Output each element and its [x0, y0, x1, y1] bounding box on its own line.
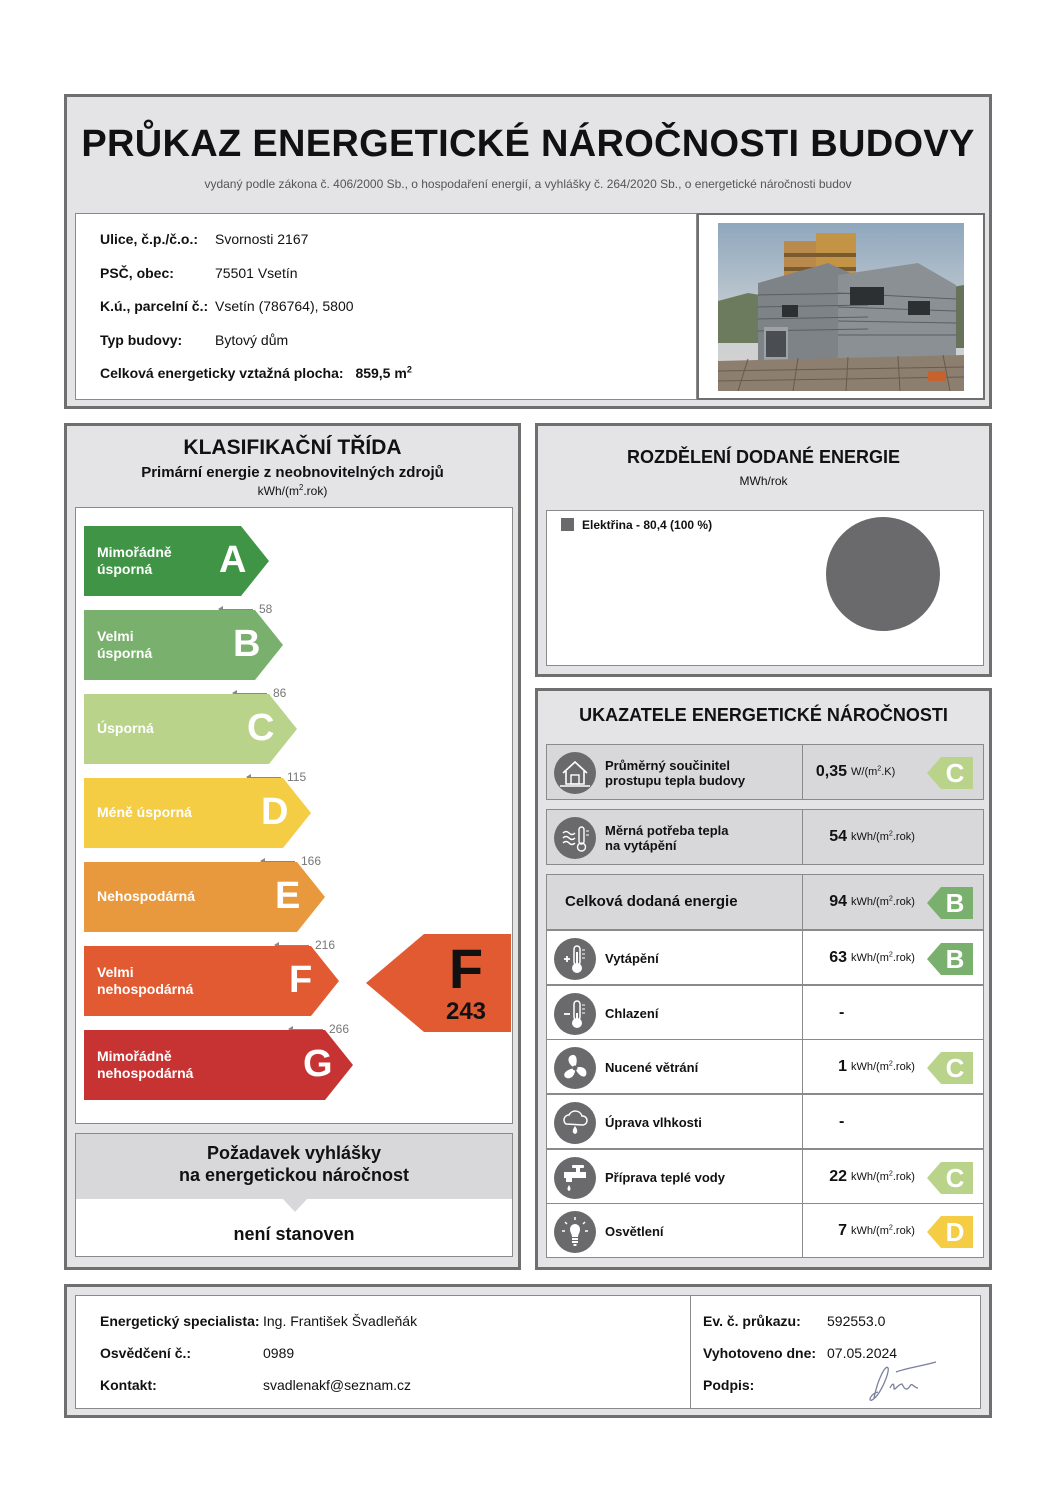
requirement-value: není stanoven	[233, 1224, 355, 1244]
indicator-value: 94	[829, 893, 847, 910]
class-badge-b	[927, 887, 973, 919]
indicator-label: Měrná potřeba tepla na vytápění	[605, 823, 729, 853]
footer-box	[75, 1295, 981, 1409]
humidity-cloud-icon	[554, 1102, 596, 1144]
class-badge-c	[927, 1162, 973, 1194]
indicator-row	[546, 744, 984, 800]
footer-divider	[690, 1296, 691, 1408]
page-title: PRŮKAZ ENERGETICKÉ NÁROČNOSTI BUDOVY	[81, 123, 975, 165]
threshold-value: 216	[315, 938, 336, 952]
class-band-name: Velmi nehospodárná	[97, 964, 194, 997]
classification-scale	[75, 507, 513, 1124]
classification-section	[64, 423, 521, 1270]
type-value: Bytový dům	[215, 332, 289, 348]
thermometer-minus-icon	[554, 993, 596, 1035]
indicator-row	[546, 930, 984, 985]
indicator-divider	[802, 810, 803, 864]
contact-value: svadlenakf@seznam.cz	[263, 1377, 412, 1393]
indicator-label: Průměrný součinitel prostupu tepla budovy	[605, 758, 746, 788]
indicator-value: -	[839, 1003, 845, 1021]
class-band-letter: C	[247, 707, 275, 749]
class-band-e	[84, 862, 325, 932]
indicator-label: Vytápění	[605, 950, 659, 966]
indicator-label: Chlazení	[605, 1005, 659, 1021]
heat-waves-icon	[554, 817, 596, 859]
class-band-letter: B	[233, 623, 261, 665]
class-band-letter: G	[303, 1043, 333, 1085]
pie-legend	[561, 518, 712, 532]
energy-split-unit: MWh/rok	[739, 474, 788, 488]
indicator-divider	[802, 1150, 803, 1203]
indicator-divider	[802, 1204, 803, 1257]
class-badge-letter: C	[945, 758, 965, 788]
legend-swatch	[561, 518, 574, 531]
class-band-letter: E	[275, 875, 301, 917]
indicator-divider	[802, 1095, 803, 1148]
class-badge-c	[927, 757, 973, 789]
signature-image	[866, 1358, 938, 1404]
requirement-arrow	[282, 1198, 308, 1212]
footer-section	[64, 1284, 992, 1418]
indicator-row	[546, 1094, 984, 1149]
class-badge-letter: B	[945, 888, 965, 918]
indicator-unit: $W/(m^2.K)$	[851, 764, 896, 778]
indicator-divider	[802, 986, 803, 1039]
legend-label: Elektřina - 80,4 (100 %)	[582, 518, 713, 532]
threshold-value: 86	[273, 686, 287, 700]
class-badge-d	[927, 1216, 973, 1248]
threshold-value: 166	[301, 854, 322, 868]
class-band-b	[84, 610, 283, 680]
street-value: Svornosti 2167	[215, 231, 309, 247]
date-value: 07.05.2024	[827, 1345, 898, 1361]
indicator-row	[546, 874, 984, 930]
indicator-label: Celková dodaná energie	[565, 893, 738, 910]
indicator-row	[546, 1149, 984, 1204]
certificate-value: 0989	[263, 1345, 295, 1361]
indicator-value: 7	[838, 1221, 847, 1239]
indicator-row	[546, 1039, 984, 1094]
class-badge-c	[927, 1052, 973, 1084]
indicator-unit: kWh/$(m^2.rok)$	[851, 1058, 915, 1073]
current-class-value: 243	[445, 998, 487, 1025]
threshold-value: 115	[287, 770, 307, 784]
indicator-value: 0,35	[815, 763, 847, 780]
indicators-section	[535, 688, 992, 1270]
class-badge-letter: C	[945, 1162, 965, 1193]
address-box	[75, 213, 697, 400]
pie-chart	[823, 517, 943, 637]
indicator-unit: kWh/$(m^2.rok)$	[851, 894, 915, 908]
header-section	[64, 94, 992, 409]
area-value: 859,5 $m^2$	[355, 364, 412, 381]
threshold-value: 266	[329, 1022, 350, 1036]
class-band-name: Mimořádně úsporná	[97, 544, 172, 577]
class-band-name: Méně úsporná	[97, 804, 192, 820]
date-label: Vyhotoveno dne:	[703, 1345, 817, 1361]
class-badge-letter: B	[945, 943, 965, 974]
indicator-unit: kWh/$(m^2.rok)$	[851, 1222, 915, 1237]
certificate-label: Osvědčení č.:	[100, 1345, 192, 1361]
parcel-value: Vsetín (786764), 5800	[215, 298, 354, 314]
class-band-name: Úsporná	[97, 720, 154, 736]
indicator-label: Nucené větrání	[605, 1059, 699, 1075]
classification-unit: kWh/$(m^2.rok)$	[257, 483, 328, 498]
city-label: PSČ, obec:	[100, 265, 174, 281]
indicator-unit: kWh/$(m^2.rok)$	[851, 1168, 915, 1183]
indicator-row	[546, 985, 984, 1040]
contact-label: Kontakt:	[100, 1377, 157, 1393]
indicator-value: 63	[829, 948, 847, 966]
class-badge-b	[927, 943, 973, 975]
class-band-letter: D	[261, 791, 289, 833]
building-photo	[718, 223, 964, 391]
specialist-label: Energetický specialista:	[100, 1313, 260, 1329]
energy-split-section	[535, 423, 992, 677]
indicator-divider	[802, 745, 803, 799]
requirement-title: Požadavek vyhlášky na energetickou náročnost	[76, 1134, 512, 1199]
class-band-name: Mimořádně nehospodárná	[97, 1048, 194, 1081]
faucet-icon	[554, 1157, 596, 1199]
street-label: Ulice, č.p./č.o.:	[100, 231, 199, 247]
pie-slice	[826, 517, 940, 631]
specialist-value: Ing. František Švadleňák	[263, 1313, 418, 1329]
indicator-unit: kWh/$(m^2.rok)$	[851, 949, 915, 964]
indicator-value: 54	[829, 828, 847, 845]
class-band-a	[84, 526, 269, 596]
indicator-value: -	[839, 1112, 845, 1130]
energy-split-chart	[546, 510, 984, 666]
class-band-c	[84, 694, 297, 764]
class-badge-letter: D	[945, 1216, 965, 1247]
class-band-name: Velmi úsporná	[97, 628, 153, 661]
indicators-title: UKAZATELE ENERGETICKÉ NÁROČNOSTI	[579, 705, 948, 725]
indicator-row	[546, 1203, 984, 1258]
ev-label: Ev. č. průkazu:	[703, 1313, 801, 1329]
city-value: 75501 Vsetín	[215, 265, 298, 281]
class-band-d	[84, 778, 311, 848]
class-band-letter: A	[219, 539, 247, 581]
indicator-label: Osvětlení	[605, 1223, 664, 1239]
indicator-label: Úprava vlhkosti	[605, 1114, 702, 1130]
classification-subtitle: Primární energie z neobnovitelných zdrojů	[141, 464, 444, 481]
current-class-letter: F	[448, 937, 484, 1000]
house-icon	[554, 752, 596, 794]
class-band-letter: F	[289, 959, 313, 1001]
indicator-row	[546, 809, 984, 865]
thermometer-plus-icon	[554, 938, 596, 980]
photo-box	[697, 213, 985, 400]
signature-label: Podpis:	[703, 1377, 755, 1393]
class-band-g	[84, 1030, 353, 1100]
parcel-label: K.ú., parcelní č.:	[100, 298, 209, 314]
lightbulb-icon	[554, 1211, 596, 1253]
class-badge-letter: C	[945, 1052, 965, 1083]
ev-value: 592553.0	[827, 1313, 886, 1329]
area-row	[100, 365, 412, 381]
type-label: Typ budovy:	[100, 332, 183, 348]
indicator-divider	[802, 1040, 803, 1093]
indicator-divider	[802, 875, 803, 929]
threshold-value: 58	[259, 602, 273, 616]
indicator-label: Příprava teplé vody	[605, 1169, 725, 1185]
indicator-value: 1	[838, 1057, 847, 1075]
indicator-divider	[802, 931, 803, 984]
indicator-unit: kWh/$(m^2.rok)$	[851, 829, 915, 843]
class-band-f	[84, 946, 339, 1016]
indicator-value: 22	[829, 1167, 847, 1185]
energy-split-title: ROZDĚLENÍ DODANÉ ENERGIE	[626, 447, 901, 467]
classification-title: KLASIFIKAČNÍ TŘÍDA	[183, 436, 402, 459]
area-label: Celková energeticky vztažná plocha:	[100, 365, 344, 381]
requirement-box	[75, 1133, 513, 1257]
fan-icon	[554, 1047, 596, 1089]
class-band-name: Nehospodárná	[97, 888, 196, 904]
page-subtitle: vydaný podle zákona č. 406/2000 Sb., o hospodaření energií, a vyhlášky č. 264/2020 Sb., o energetické náročnosti budov	[204, 177, 852, 191]
